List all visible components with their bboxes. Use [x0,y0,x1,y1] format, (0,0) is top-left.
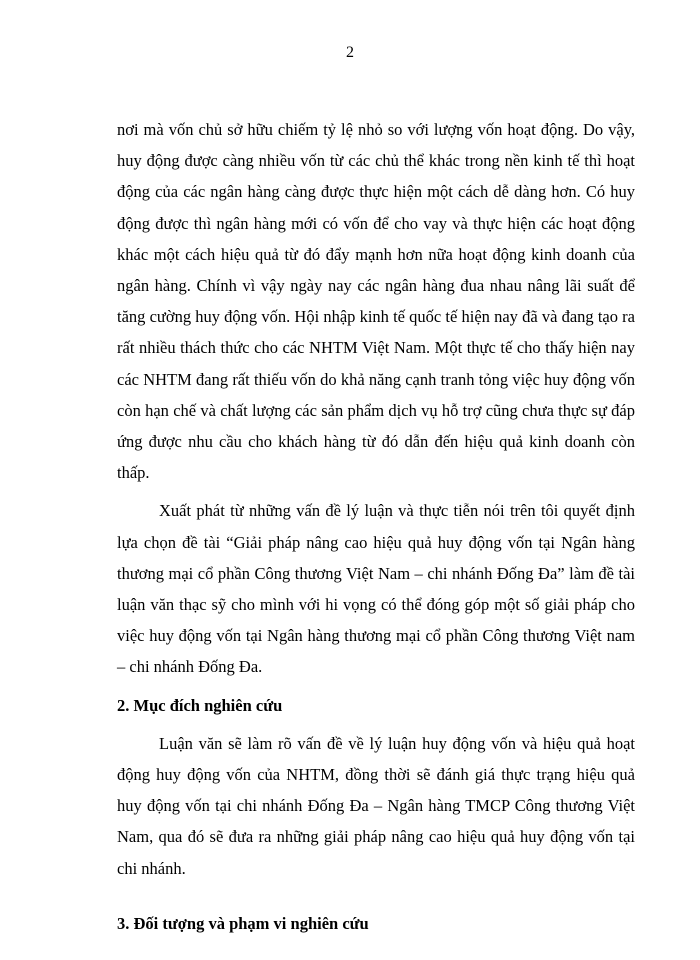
section-heading-3: 3. Đối tượng và phạm vi nghiên cứu [117,913,369,933]
spacer [117,721,635,728]
body-paragraph-2: Xuất phát từ những vấn đề lý luận và thực tiễn nói trên tôi quyết định lựa chọn đề tài “Giải pháp nâng cao hiệu quả huy động vốn tại Ngân hàng thương mại cổ phần Công thương Việt Nam – chi nhánh Đống Đa” làm đề tài luận văn thạc sỹ cho mình với hi vọng có thể đóng góp một số giải pháp cho việc huy động vốn tại Ngân hàng thương mại cổ phần Công thương Việt nam – chi nhánh Đống Đa. [117,501,635,677]
page-number: 2 [346,44,354,61]
spacer [117,884,635,908]
spacer [117,683,635,690]
spacer [117,488,635,495]
page-body [117,114,635,939]
body-paragraph-1: nơi mà vốn chủ sở hữu chiếm tỷ lệ nhỏ so với lượng vốn hoạt động. Do vậy, huy động được càng nhiều vốn từ các chủ thể khác trong nền kinh tế thì hoạt động của các ngân hàng càng được thực hiện một cách dễ dàng hơn. Có huy động được thì ngân hàng mới có vốn để cho vay và thực hiện các hoạt động khác một cách hiệu quả từ đó đẩy mạnh hơn nữa hoạt động kinh doanh của ngân hàng. Chính vì vậy ngày nay các ngân hàng đua nhau nâng lãi suất để tăng cường huy động vốn. Hội nhập kinh tế quốc tế hiện nay đã và đang tạo ra rất nhiều thách thức cho các NHTM Việt Nam. Một thực tế cho thấy hiện nay các NHTM đang rất thiếu vốn do khả năng cạnh tranh tỏng việc huy động vốn còn hạn chế và chất lượng các sản phẩm dịch vụ hỗ trợ cũng chưa thực sự đáp ứng được nhu cầu cho khách hàng từ đó dẫn đến hiệu quả kinh doanh còn thấp. [117,120,635,483]
body-paragraph-3: Luận văn sẽ làm rõ vấn đề về lý luận huy động vốn và hiệu quả hoạt động huy động vốn của NHTM, đồng thời sẽ đánh giá thực trạng hiệu quả huy động vốn tại chi nhánh Đống Đa – Ngân hàng TMCP Công thương Việt Nam, qua đó sẽ đưa ra những giải pháp nâng cao hiệu quả huy động vốn tại chi nhánh. [117,733,635,878]
section-heading-2: 2. Mục đích nghiên cứu [117,695,283,715]
